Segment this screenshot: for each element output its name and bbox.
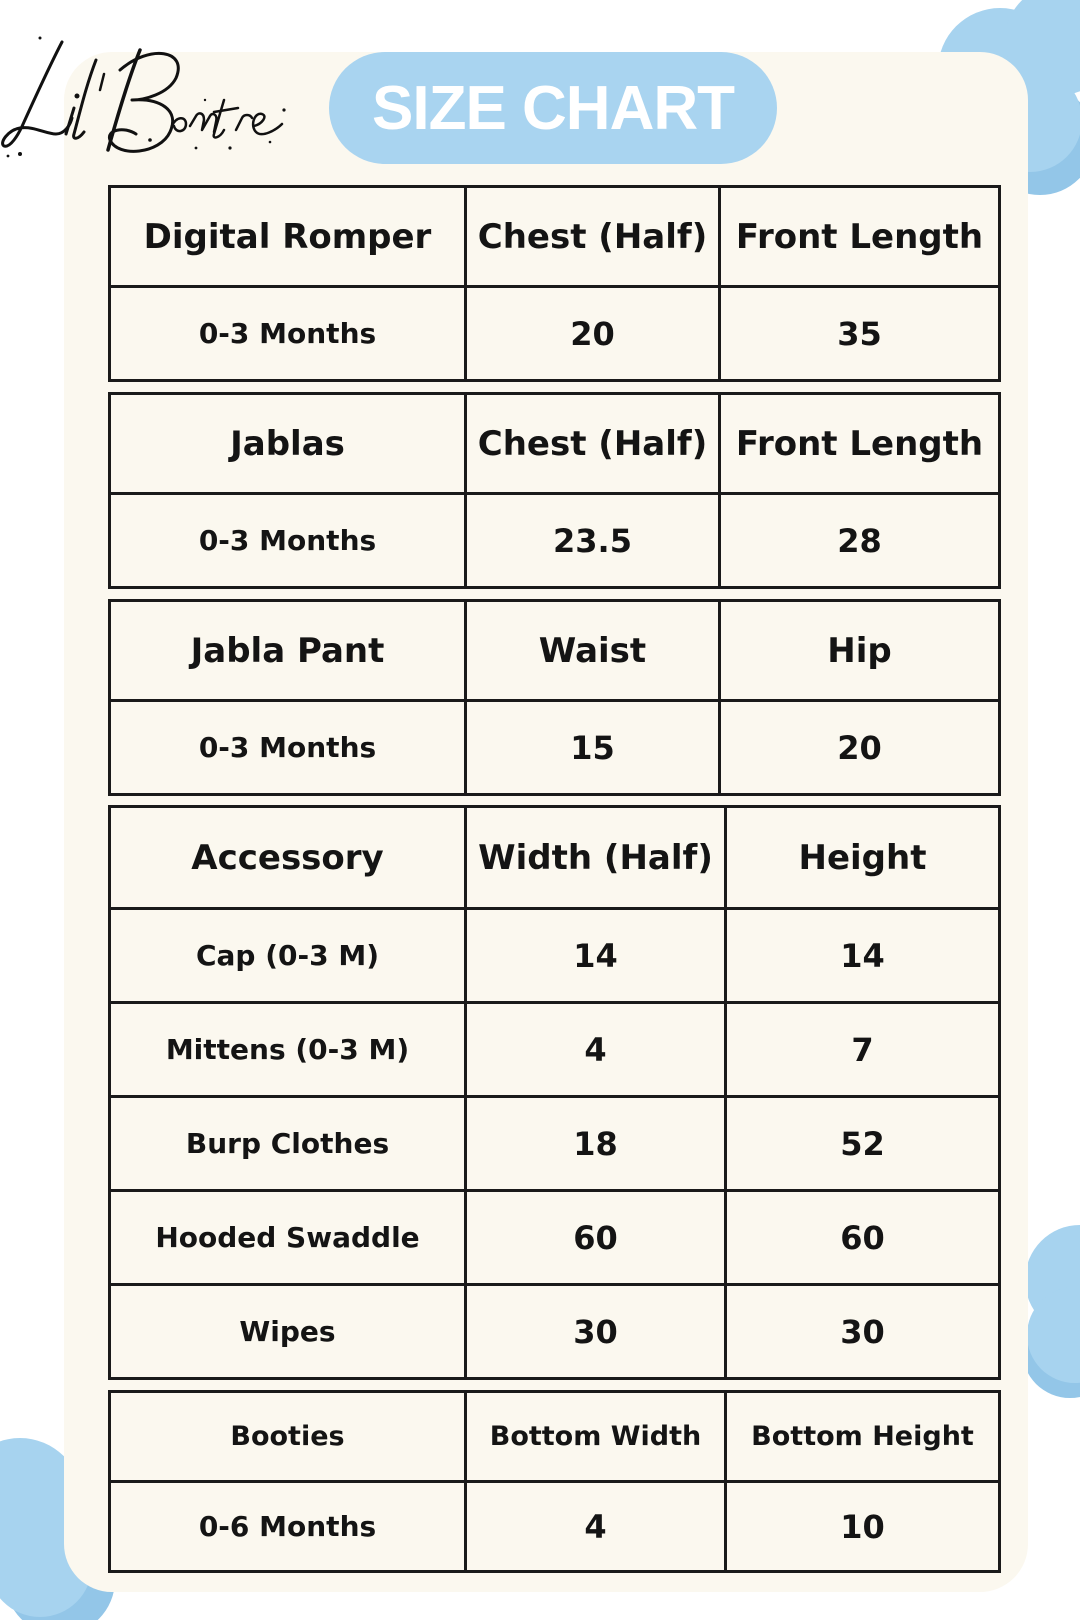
measurement-cell: 7 — [726, 1003, 1000, 1097]
measurement-cell: 30 — [466, 1285, 726, 1379]
item-label-cell: Mittens (0-3 M) — [110, 1003, 466, 1097]
table-header-row — [110, 187, 1000, 287]
table-row — [110, 1097, 1000, 1191]
size-label-cell: 0-6 Months — [110, 1482, 466, 1572]
table-row — [110, 909, 1000, 1003]
measurement-cell: 20 — [466, 287, 720, 381]
size-label-cell: 0-3 Months — [110, 494, 466, 588]
column-header: Waist — [466, 601, 720, 701]
table-row — [110, 1003, 1000, 1097]
column-header: Hip — [720, 601, 1000, 701]
digital-romper-size-table — [108, 185, 1001, 382]
measurement-cell: 35 — [720, 287, 1000, 381]
accessory-size-table — [108, 805, 1001, 1380]
column-header: Width (Half) — [466, 807, 726, 909]
measurement-cell: 4 — [466, 1003, 726, 1097]
measurement-cell: 20 — [720, 701, 1000, 795]
jablas-size-table — [108, 392, 1001, 589]
column-header: Chest (Half) — [466, 187, 720, 287]
item-label-cell: Wipes — [110, 1285, 466, 1379]
item-label-cell: Cap (0-3 M) — [110, 909, 466, 1003]
measurement-cell: 60 — [466, 1191, 726, 1285]
table-row — [110, 1285, 1000, 1379]
item-label-cell: Burp Clothes — [110, 1097, 466, 1191]
column-header: Front Length — [720, 187, 1000, 287]
table-header-row — [110, 601, 1000, 701]
measurement-cell: 60 — [726, 1191, 1000, 1285]
measurement-cell: 14 — [726, 909, 1000, 1003]
table-row — [110, 1482, 1000, 1572]
column-header: Chest (Half) — [466, 394, 720, 494]
brand-logo — [0, 30, 310, 160]
size-label-cell: 0-3 Months — [110, 287, 466, 381]
item-label-cell: Hooded Swaddle — [110, 1191, 466, 1285]
measurement-cell: 18 — [466, 1097, 726, 1191]
measurement-cell: 10 — [726, 1482, 1000, 1572]
column-header: Bottom Height — [726, 1392, 1000, 1482]
table-row — [110, 494, 1000, 588]
table-row — [110, 287, 1000, 381]
table-row — [110, 701, 1000, 795]
column-header: Booties — [110, 1392, 466, 1482]
measurement-cell: 15 — [466, 701, 720, 795]
measurement-cell: 52 — [726, 1097, 1000, 1191]
measurement-cell: 14 — [466, 909, 726, 1003]
table-header-row — [110, 1392, 1000, 1482]
column-header: Digital Romper — [110, 187, 466, 287]
measurement-cell: 28 — [720, 494, 1000, 588]
column-header: Accessory — [110, 807, 466, 909]
jabla-pant-size-table — [108, 599, 1001, 796]
table-header-row — [110, 807, 1000, 909]
column-header: Jablas — [110, 394, 466, 494]
column-header: Jabla Pant — [110, 601, 466, 701]
measurement-cell: 4 — [466, 1482, 726, 1572]
table-header-row — [110, 394, 1000, 494]
column-header: Front Length — [720, 394, 1000, 494]
measurement-cell: 23.5 — [466, 494, 720, 588]
column-header: Height — [726, 807, 1000, 909]
measurement-cell: 30 — [726, 1285, 1000, 1379]
column-header: Bottom Width — [466, 1392, 726, 1482]
page-title: SIZE CHART — [329, 52, 777, 164]
size-label-cell: 0-3 Months — [110, 701, 466, 795]
table-row — [110, 1191, 1000, 1285]
booties-size-table — [108, 1390, 1001, 1573]
